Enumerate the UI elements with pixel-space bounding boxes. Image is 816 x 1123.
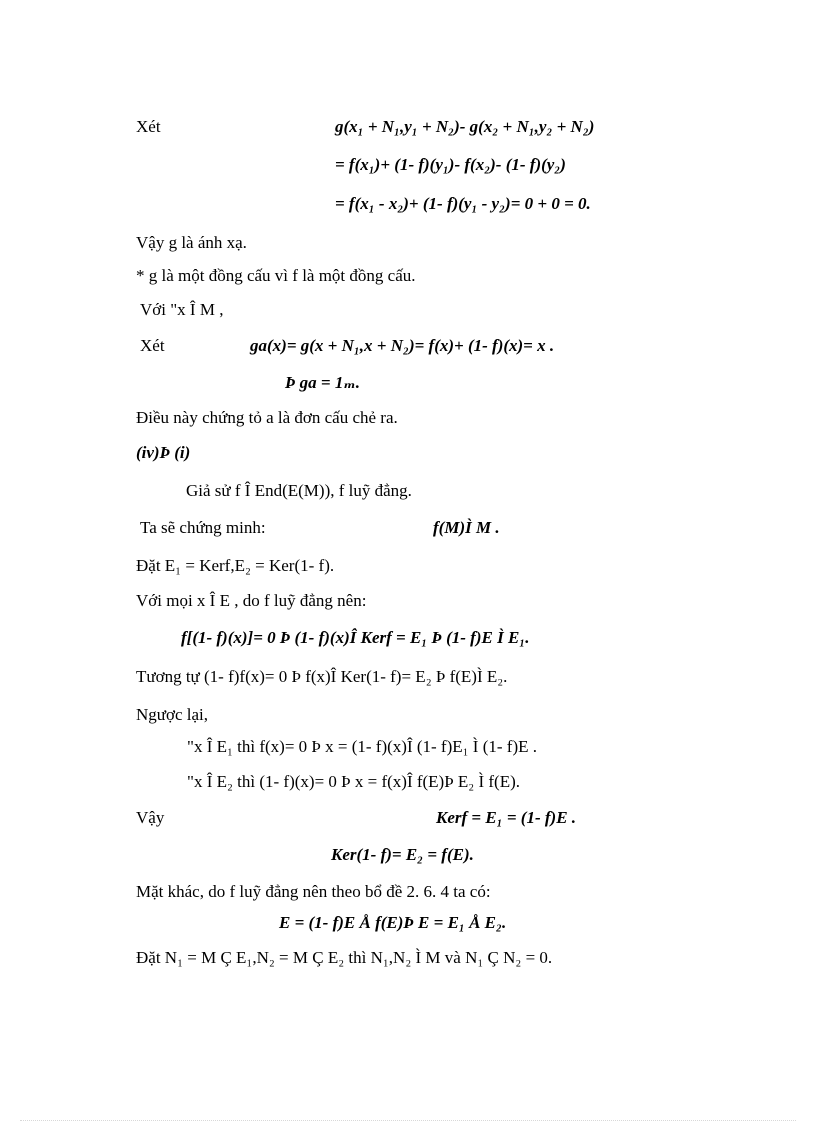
text-line: Với mọi x Î E , do f luỹ đẳng nên: xyxy=(136,591,367,610)
footer-divider xyxy=(20,1120,796,1121)
text-line: Đặt N₁ = M Ç E₁,N₂ = M Ç E₂ thì N₁,N₂ Ì M và N₁ Ç N₂ = 0. xyxy=(136,948,553,967)
text-line: Điều này chứng tỏ a là đơn cấu chẻ ra. xyxy=(136,408,398,427)
text-line: Vậy xyxy=(136,808,165,827)
text-line: Mặt khác, do f luỹ đẳng nên theo bổ đề 2. 6. 4 ta có: xyxy=(136,882,491,901)
formula-line: f(M)Ì M . xyxy=(433,518,500,537)
formula-line: f[(1- f)(x)]= 0 Þ (1- f)(x)Î Kerf = E₁ Þ (1- f)E Ì E₁. xyxy=(181,628,530,647)
text-line: Tương tự (1- f)f(x)= 0 Þ f(x)Î Ker(1- f)= E₂ Þ f(E)Ì E₂. xyxy=(136,667,508,686)
text-line: Với "x Î M , xyxy=(140,300,224,319)
formula-line: = f(x₁ - x₂)+ (1- f)(y₁ - y₂)= 0 + 0 = 0. xyxy=(335,194,591,213)
formula-line: E = (1- f)E Å f(E)Þ E = E₁ Å E₂. xyxy=(279,913,507,932)
formula-line: Kerf = E₁ = (1- f)E . xyxy=(436,808,577,827)
formula-line: Þ ga = 1ₘ. xyxy=(285,373,360,392)
formula-line: (iv)Þ (i) xyxy=(136,443,191,462)
text-line: Vậy g là ánh xạ. xyxy=(136,233,247,252)
text-line: Ta sẽ chứng minh: xyxy=(140,518,266,537)
text-line: "x Î E₁ thì f(x)= 0 Þ x = (1- f)(x)Î (1- f)E₁ Ì (1- f)E . xyxy=(187,737,537,756)
formula-line: Ker(1- f)= E₂ = f(E). xyxy=(331,845,474,864)
text-line: Giả sử f Î End(E(M)), f luỹ đẳng. xyxy=(186,481,412,500)
formula-line: = f(x₁)+ (1- f)(y₁)- f(x₂)- (1- f)(y₂) xyxy=(335,155,566,174)
text-line: Xét xyxy=(140,336,165,355)
text-line: Đặt E₁ = Kerf,E₂ = Ker(1- f). xyxy=(136,556,335,575)
text-line: * g là một đồng cấu vì f là một đồng cấu. xyxy=(136,266,416,285)
formula-line: g(x₁ + N₁,y₁ + N₂)- g(x₂ + N₁,y₂ + N₂) xyxy=(335,117,595,136)
text-line: Xét xyxy=(136,117,161,136)
text-line: "x Î E₂ thì (1- f)(x)= 0 Þ x = f(x)Î f(E)Þ E₂ Ì f(E). xyxy=(187,772,521,791)
text-line: Ngược lại, xyxy=(136,705,209,724)
formula-line: ga(x)= g(x + N₁,x + N₂)= f(x)+ (1- f)(x)= x . xyxy=(250,336,555,355)
